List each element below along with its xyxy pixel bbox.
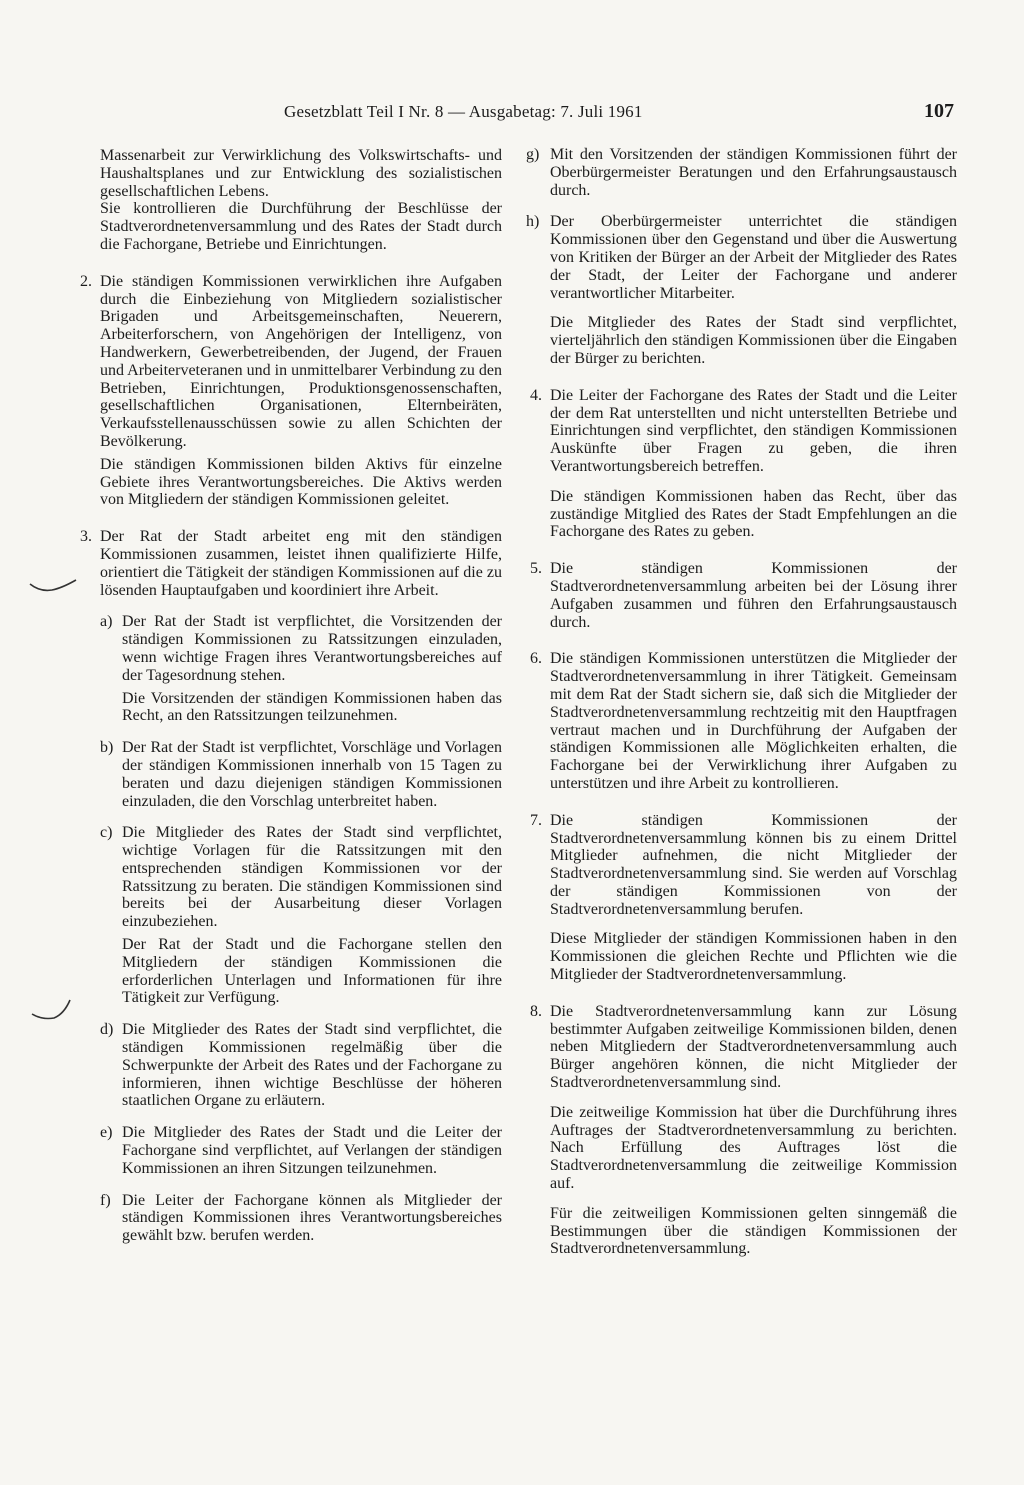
sub-item (526, 213, 957, 367)
paragraph: Sie kontrollieren die Durchführung der Beschlüsse der Stadtverordnetenversammlung und des Rates der Stadt durch die Fachorgane, Betriebe und Einrichtungen. (100, 200, 502, 253)
sub-item (100, 1192, 502, 1245)
paragraph: Die ständigen Kommissionen verwirklichen ihre Aufgaben durch die Einbeziehung von Mitgliedern sozialistischer Brigaden und Arbeitsgemeinschaften, Neuerern, Arbeiterforschern, von Angehörigen der Intelligenz, von Handwerkern, Gewerbetreibenden, der Jugend, der Frauen und Arbeiterveteranen und in unmittelbarer Verbindung zu den Betrieben, Einrichtungen, Produktionsgenossenschaften, gesellschaftlichen Organisationen, Elternbeiräten, Verkaufsstellenausschüssen sowie zu allen Schichten der Bevölkerung. (100, 272, 502, 450)
paragraph: Die Mitglieder des Rates der Stadt sind verpflichtet, wichtige Vorlagen für die Ratssitzungen mit den entsprechenden ständigen Kommissionen vor der Ratssitzung zu beraten. Die ständigen Kommissionen sind bereits bei der Ausarbeitung dieser Vorlagen einzubeziehen. (122, 824, 502, 931)
sub-item (100, 824, 502, 1007)
left-column (80, 147, 502, 1245)
sub-item-label: b) (100, 739, 114, 757)
list-item (526, 1003, 957, 1258)
sub-item (100, 1021, 502, 1110)
list-item (80, 528, 502, 1245)
sub-item-label: g) (526, 146, 540, 163)
page-number: 107 (924, 100, 954, 122)
paragraph: Mit den Vorsitzenden der ständigen Kommissionen führt der Oberbürgermeister Beratungen und den Erfahrungsaustausch durch. (550, 146, 957, 199)
item-number: 5. (530, 560, 542, 578)
sub-item (100, 739, 502, 810)
paragraph: Der Oberbürgermeister unterrichtet die ständigen Kommissionen über den Gegenstand und über die Auswertung von Kritiken der Bürger an der Arbeit der Mitglieder des Rates der Stadt, der Leiter der Fachorgane und anderer verantwortlicher Mitarbeiter. (550, 213, 957, 302)
paragraph: Die Mitglieder des Rates der Stadt sind verpflichtet, vierteljährlich den ständigen Kommissionen über die Eingaben der Bürger zu berichten. (550, 314, 957, 367)
paragraph: Die Stadtverordnetenversammlung kann zur Lösung bestimmter Aufgaben zeitweilige Kommissionen bilden, denen neben Mitgliedern der Stadtverordnetenversammlung auch Bürger angehören können, die nicht Mitglieder der Stadtverordnetenversammlung sind. (550, 1002, 957, 1092)
paragraph: Die zeitweilige Kommission hat über die Durchführung ihres Auftrages der Stadtverordnetenversammlung zu berichten. Nach Erfüllung des Auftrages löst die Stadtverordnetenversammlung die zeitweilige Kommission auf. (550, 1103, 957, 1193)
paragraph: Die Mitglieder des Rates der Stadt und die Leiter der Fachorgane sind verpflichtet, auf Verlangen der ständigen Kommissionen an ihren Sitzungen teilzunehmen. (122, 1124, 502, 1177)
paragraph: Diese Mitglieder der ständigen Kommissionen haben in den Kommissionen die gleichen Rechte und Pflichten wie die Mitglieder der Stadtverordnetenversammlung. (550, 930, 957, 984)
paragraph: Die ständigen Kommissionen der Stadtverordnetenversammlung arbeiten bei der Lösung ihrer Aufgaben zusammen und führen den Erfahrungsaustausch durch. (550, 560, 957, 631)
paragraph: Die ständigen Kommissionen unterstützen die Mitglieder der Stadtverordnetenversammlung in ihrer Tätigkeit. Gemeinsam mit dem Rat der Stadt sichern sie, daß sich die Mitglieder der Stadtverordnetenversammlung rechtzeitig mit den Hauptfragen vertraut machen und in Durchführung der Aufgaben der ständigen Kommissionen alle Möglichkeiten erhalten, die Fachorgane bei der Verwirklichung ihrer Aufgaben zu unterstützen und ihre Arbeit zu kontrollieren. (550, 650, 957, 792)
sub-item (526, 146, 957, 199)
page-header (0, 98, 1024, 128)
item-number: 8. (530, 1002, 542, 1020)
list-item (526, 387, 957, 541)
sub-item (100, 1124, 502, 1177)
list-item (526, 812, 957, 984)
paragraph: Die Leiter der Fachorgane des Rates der Stadt und die Leiter der dem Rat unterstellten und nicht unterstellten Betriebe und Einrichtungen sind verpflichtet, den ständigen Kommissionen Auskünfte über Fragen zu geben, die ihren Verantwortungsbereich betreffen. (550, 386, 957, 475)
paragraph: Die Vorsitzenden der ständigen Kommissionen haben das Recht, an den Ratssitzungen teilzunehmen. (122, 689, 502, 725)
paragraph: Massenarbeit zur Verwirklichung des Volkswirtschafts- und Haushaltsplanes und zur Entwicklung des sozialistischen gesellschaftlichen Lebens. (100, 147, 502, 200)
paragraph: Die Leiter der Fachorgane können als Mitglieder der ständigen Kommissionen ihres Verantwortungsbereiches gewählt bzw. berufen werden. (122, 1191, 502, 1245)
sub-item-label: d) (100, 1021, 114, 1039)
item-number: 2. (80, 272, 92, 290)
paragraph: Die ständigen Kommissionen haben das Recht, über das zuständige Mitglied des Rates der Stadt Empfehlungen an die Fachorgane des Rates zu geben. (550, 487, 957, 541)
list-item (526, 560, 957, 631)
sub-item-label: a) (100, 613, 113, 631)
paragraph: Der Rat der Stadt arbeitet eng mit den ständigen Kommissionen zusammen, leistet ihnen qualifizierte Hilfe, orientiert die Tätigkeit der ständigen Kommissionen auf die zu lösenden Hauptaufgaben und koordiniert ihre Arbeit. (100, 528, 502, 599)
paragraph: Der Rat der Stadt ist verpflichtet, Vorschläge und Vorlagen der ständigen Kommissionen innerhalb von 15 Tagen zu beraten und dazu diejenigen ständigen Kommissionen einzuladen, die den Vorschlag unterbreitet haben. (122, 739, 502, 810)
list-item (526, 650, 957, 792)
sub-item-label: c) (100, 824, 113, 842)
item-number: 7. (530, 811, 542, 829)
paragraph: Für die zeitweiligen Kommissionen gelten sinngemäß die Bestimmungen über die ständigen Kommissionen der Stadtverordnetenversammlung. (550, 1204, 957, 1258)
paragraph: Die ständigen Kommissionen der Stadtverordnetenversammlung können bis zu einem Drittel Mitglieder aufnehmen, die nicht Mitglieder der Stadtverordnetenversammlung sind. Sie werden auf Vorschlag der ständigen Kommissionen von der Stadtverordnetenversammlung berufen. (550, 811, 957, 918)
page-title: Gesetzblatt Teil I Nr. 8 — Ausgabetag: 7. Juli 1961 (284, 102, 643, 121)
margin-checkmark-icon (28, 578, 80, 596)
sub-item (100, 613, 502, 725)
paragraph: Die ständigen Kommissionen bilden Aktivs für einzelne Gebiete ihres Verantwortungsbereiches. Die Aktivs werden von Mitgliedern der ständigen Kommissionen geleitet. (100, 455, 502, 509)
paragraph: Die Mitglieder des Rates der Stadt sind verpflichtet, die ständigen Kommissionen regelmäßig über die Schwerpunkte der Arbeit des Rates und der Fachorgane zu informieren, ihnen wichtige Beschlüsse der höheren staatlichen Organe zu erläutern. (122, 1021, 502, 1110)
paragraph: Der Rat der Stadt ist verpflichtet, die Vorsitzenden der ständigen Kommissionen zu Ratssitzungen einzuladen, wenn wichtige Fragen ihres Verantwortungsbereiches auf der Tagesordnung stehen. (122, 613, 502, 684)
sub-item-label: h) (526, 213, 540, 231)
list-item (80, 273, 502, 509)
item-number: 6. (530, 650, 542, 668)
sub-item-label: e) (100, 1124, 113, 1142)
paragraph: Der Rat der Stadt und die Fachorgane stellen den Mitgliedern der ständigen Kommissionen die erforderlichen Unterlagen und Informationen für ihre Tätigkeit zur Verfügung. (122, 936, 502, 1007)
item-number: 4. (530, 386, 542, 404)
right-column (526, 146, 957, 1258)
margin-checkmark-icon (28, 998, 74, 1024)
sub-item-label: f) (100, 1191, 111, 1209)
item-number: 3. (80, 528, 92, 546)
